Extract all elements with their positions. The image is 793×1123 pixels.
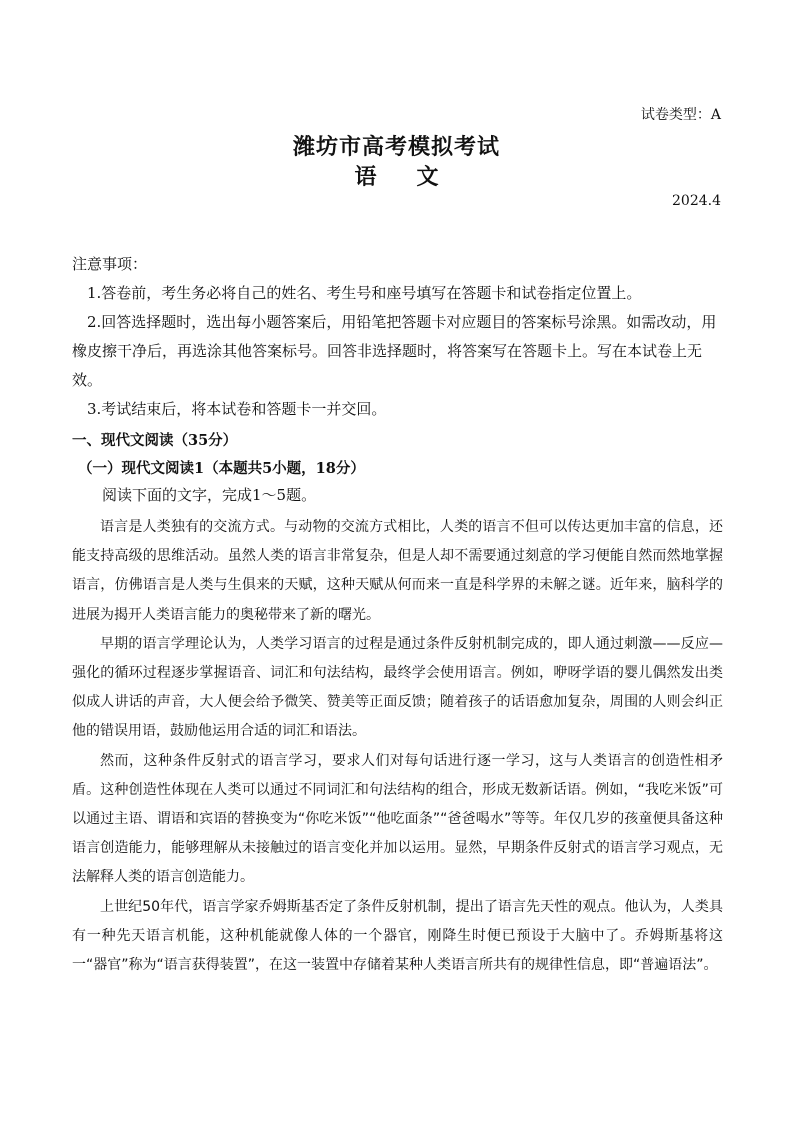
notes-item-2: 2.回答选择题时，选出每小题答案后，用铅笔把答题卡对应题目的答案标号涂黑。如需改动，用橡皮擦干净后，再选涂其他答案标号。回答非选择题时，将答案写在答题卡上。写在本试卷上无效。 bbox=[72, 313, 717, 389]
subject-title bbox=[0, 160, 793, 191]
notes-heading: 注意事项： bbox=[72, 255, 148, 273]
paper-type-label: 试卷类型：A bbox=[640, 107, 721, 123]
subject-char-1: 语 bbox=[354, 164, 377, 190]
notes-item-1: 1.答卷前，考生务必将自己的姓名、考生号和座号填写在答题卡和试卷指定位置上。 bbox=[87, 284, 642, 302]
exam-date: 2024.4 bbox=[672, 193, 721, 209]
passage-paragraph-3: 然而，这种条件反射式的语言学习，要求人们对每句话进行逐一学习，这与人类语言的创造性相矛盾。这种创造性体现在人类可以通过不同词汇和句法结构的组合，形成无数新话语。例如，“我吃米饭”可以通过主语、谓语和宾语的替换变为“你吃米饭”“他吃面条”“爸爸喝水”等等。年仅几岁的孩童便具备这种语言创造能力，能够理解从未接触过的语言变化并加以运用。显然，早期条件反射式的语言学习观点，无法解释人类的语言创造能力。 bbox=[72, 752, 723, 886]
exam-title: 潍坊市高考模拟考试 bbox=[292, 134, 500, 160]
subsection-heading: （一）现代文阅读1（本题共5小题，18分） bbox=[78, 460, 365, 477]
passage-paragraph-1: 语言是人类独有的交流方式。与动物的交流方式相比，人类的语言不但可以传达更加丰富的信息，还能支持高级的思维活动。虽然人类的语言非常复杂，但是人却不需要通过刻意的学习便能自然而然地掌握语言，仿佛语言是人类与生俱来的天赋，这种天赋从何而来一直是科学界的未解之谜。近年来，脑科学的进展为揭开人类语言能力的奥秘带来了新的曙光。 bbox=[72, 519, 723, 623]
reading-instruction: 阅读下面的文字，完成1～5题。 bbox=[102, 486, 317, 504]
section-heading: 一、现代文阅读（35分） bbox=[72, 432, 238, 449]
notes-block bbox=[72, 250, 723, 424]
subject-char-2: 文 bbox=[416, 164, 439, 190]
passage-paragraph-4: 上世纪50年代，语言学家乔姆斯基否定了条件反射机制，提出了语言先天性的观点。他认为，人类具有一种先天语言机能，这种机能就像人体的一个器官，刚降生时便已预设于大脑中了。乔姆斯基将这一“器官”称为“语言获得装置”，在这一装置中存储着某种人类语言所共有的规律性信息，即“普遍语法”。 bbox=[72, 898, 723, 974]
notes-item-3: 3.考试结束后，将本试卷和答题卡一并交回。 bbox=[87, 400, 387, 418]
reading-passage bbox=[72, 513, 723, 980]
passage-paragraph-2: 早期的语言学理论认为，人类学习语言的过程是通过条件反射机制完成的，即人通过刺激——反应—强化的循环过程逐步掌握语音、词汇和句法结构，最终学会使用语言。例如，咿呀学语的婴儿偶然发出类似成人讲话的声音，大人便会给予微笑、赞美等正面反馈；随着孩子的话语愈加复杂，周围的人则会纠正他的错误用语，鼓励他运用合适的词汇和语法。 bbox=[72, 635, 723, 740]
